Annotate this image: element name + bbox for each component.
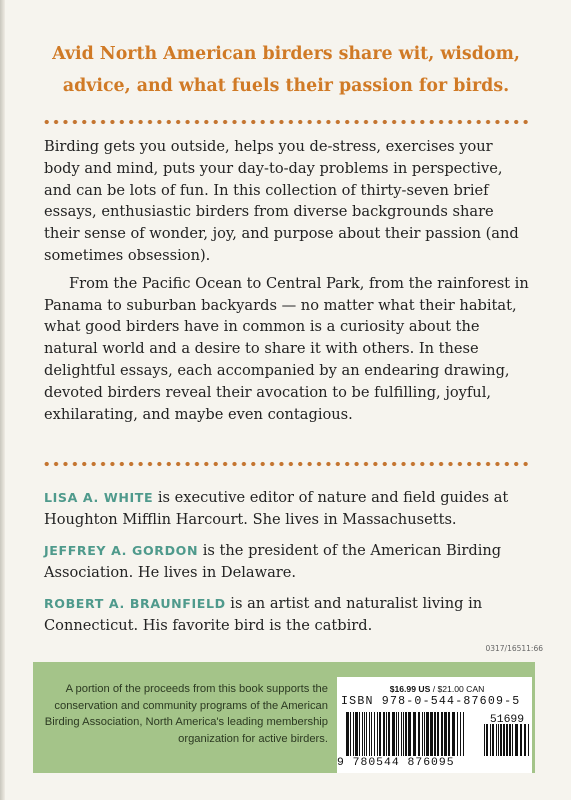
barcode-bar <box>424 712 425 756</box>
bio-lisa-white <box>44 487 534 531</box>
price-label <box>342 684 532 694</box>
barcode-bar <box>444 712 447 756</box>
barcode-bar <box>490 724 491 756</box>
barcode-bar <box>437 712 439 756</box>
barcode-bar <box>353 712 354 756</box>
price-separator: / <box>430 684 438 694</box>
tagline: Avid North American birders share wit, wisdom, advice, and what fuels their passion for birds. <box>52 44 520 96</box>
barcode-bar <box>377 712 378 756</box>
barcode-bar <box>379 712 381 756</box>
barcode-bar <box>401 712 402 756</box>
addon-code: 51699 <box>489 714 525 726</box>
barcode-bar <box>362 712 363 756</box>
barcode-bar <box>528 724 529 756</box>
barcode-bar <box>520 724 522 756</box>
barcode-bar <box>369 712 370 756</box>
addon-barcode <box>484 724 529 756</box>
barcode-bar <box>396 712 397 756</box>
barcode-bar <box>408 712 411 756</box>
barcode-bar <box>386 712 387 756</box>
spine-edge <box>0 0 5 800</box>
barcode-bar <box>364 712 365 756</box>
bio-name: JEFFREY A. GORDON <box>44 543 199 558</box>
dotted-divider-top <box>42 119 530 125</box>
barcode-bar <box>506 724 508 756</box>
barcode-bar <box>422 712 423 756</box>
price-us: $16.99 US <box>389 684 431 694</box>
barcode-bar <box>346 712 349 756</box>
bio-text: is an artist and naturalist living in Connecticut. His favorite bird is the catbird. <box>44 595 483 634</box>
bio-robert-braunfield <box>44 593 534 637</box>
bio-jeffrey-gordon <box>44 540 534 584</box>
barcode-bar <box>434 712 436 756</box>
barcode-bar <box>426 712 429 756</box>
barcode-bar <box>405 712 407 756</box>
bio-name: ROBERT A. BRAUNFIELD <box>44 596 226 611</box>
barcode-bar <box>496 724 497 756</box>
bio-name: LISA A. WHITE <box>44 490 154 505</box>
barcode-bar <box>486 724 488 756</box>
barcode-bar <box>430 712 433 756</box>
blurb-paragraph-2: From the Pacific Ocean to Central Park, from the rainforest in Panama to suburban backyards — no matter what their habitat, what good birders have in common is a curiosity about the natural world and a desire to share it with others. In these delightful essays, each accompanied by an endearing drawing, devoted birders reveal their avocation to be fulfilling, joyful, exhilarating, and maybe even contagious. <box>44 274 529 423</box>
ean-number: 9 780544 876095 <box>337 757 455 769</box>
bio-text: is the president of the American Birding Association. He lives in Delaware. <box>44 542 502 581</box>
proceeds-note: A portion of the proceeds from this book supports the conservation and community programs of the American Birding Association, North America's leading membership organization for active birders. <box>44 683 328 745</box>
barcode-bar <box>524 724 526 756</box>
barcode-bar <box>398 712 399 756</box>
barcode-bar <box>374 712 375 756</box>
barcode-bar <box>413 712 416 756</box>
barcode-bar <box>452 712 455 756</box>
barcode-bar <box>392 712 395 756</box>
blurb <box>44 136 530 425</box>
barcode-bar <box>498 724 499 756</box>
barcode-bar <box>388 712 390 756</box>
barcode-graphic <box>344 712 532 758</box>
barcode-bar <box>350 712 351 756</box>
barcode-bar <box>512 724 513 756</box>
dotted-divider-middle <box>42 461 530 467</box>
barcode-bar <box>492 724 494 756</box>
isbn-text: ISBN 978-0-544-87609-5 <box>341 695 521 708</box>
barcode-bar <box>515 724 518 756</box>
ean-barcode <box>346 712 464 756</box>
barcode-bar <box>463 712 464 756</box>
barcode-bar <box>448 712 450 756</box>
barcode-bar <box>457 712 458 756</box>
barcode-bar <box>418 712 420 756</box>
author-bios <box>44 487 534 646</box>
barcode-bar <box>359 712 360 756</box>
barcode-bar <box>441 712 443 756</box>
print-code: 0317/16511:66 <box>485 644 543 653</box>
bio-text: is executive editor of nature and field guides at Houghton Mifflin Harcourt. She lives in Massachusetts. <box>44 489 509 528</box>
barcode-bar <box>383 712 385 756</box>
barcode-bar <box>484 724 485 756</box>
blurb-paragraph-1: Birding gets you outside, helps you de-stress, exercises your body and mind, puts your day-to-day problems in perspective, and can be lots of fun. In this collection of thirty-seven brief essays, enthusiastic birders from diverse backgrounds share their sense of wonder, joy, and purpose about their passion (and sometimes obsession). <box>44 138 519 264</box>
barcode-bar <box>355 712 358 756</box>
price-can: $21.00 CAN <box>437 684 485 694</box>
barcode-bar <box>371 712 372 756</box>
barcode-bar <box>366 712 367 756</box>
barcode-bar <box>403 712 404 756</box>
barcode-bar <box>460 712 461 756</box>
barcode-bar <box>500 724 502 756</box>
barcode-bar <box>503 724 505 756</box>
barcode-bar <box>509 724 511 756</box>
